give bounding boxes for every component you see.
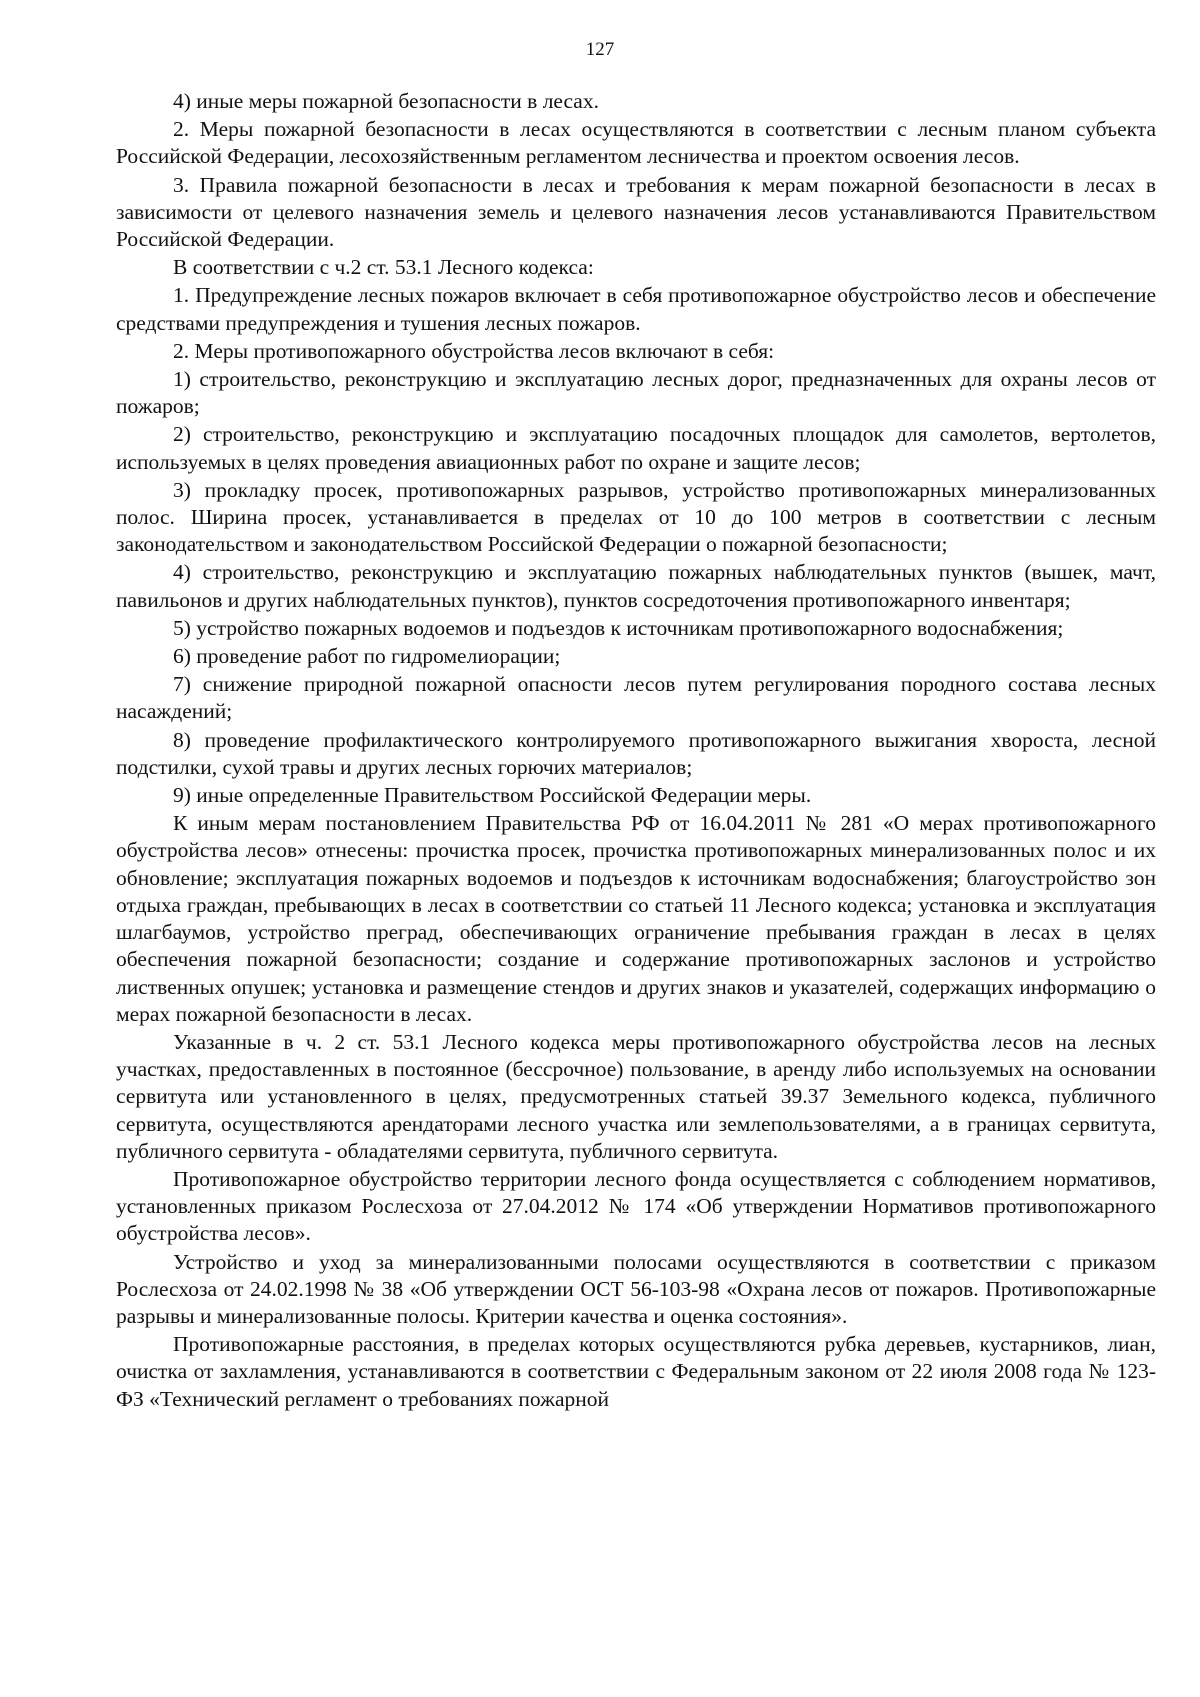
paragraph: Противопожарные расстояния, в пределах которых осуществляются рубка деревьев, кустарников, лиан, очистка от захламления, устанавливаются в соответствии с Федеральным законом от 22 июля 2008 года № 123-ФЗ «Технический регламент о требованиях пожарной bbox=[116, 1332, 1156, 1411]
paragraph: 2. Меры противопожарного обустройства лесов включают в себя: bbox=[173, 338, 775, 363]
paragraph: В соответствии с ч.2 ст. 53.1 Лесного кодекса: bbox=[173, 255, 594, 280]
paragraph: 1) строительство, реконструкцию и эксплуатацию лесных дорог, предназначенных для охраны лесов от пожаров; bbox=[116, 367, 1156, 419]
paragraph: 2. Меры пожарной безопасности в лесах осуществляются в соответствии с лесным планом субъекта Российской Федерации, лесохозяйственным регламентом лесничества и проектом освоения лесов. bbox=[116, 117, 1156, 169]
paragraph: Указанные в ч. 2 ст. 53.1 Лесного кодекса меры противопожарного обустройства лесов на лесных участках, предоставленных в постоянное (бессрочное) пользование, в аренду либо используемых на основании сервитута или установленного в целях, предусмотренных статьей 39.37 Земельного кодекса, публичного сервитута, осуществляются арендаторами лесного участка или землепользователями, а в границах сервитута, публичного сервитута - обладателями сервитута, публичного сервитута. bbox=[116, 1029, 1156, 1163]
paragraph: 4) иные меры пожарной безопасности в лесах. bbox=[173, 89, 599, 113]
paragraph: 2) строительство, реконструкцию и эксплуатацию посадочных площадок для самолетов, вертолетов, используемых в целях проведения авиационных работ по охране и защите лесов; bbox=[116, 422, 1156, 474]
paragraph: 8) проведение профилактического контролируемого противопожарного выжигания хвороста, лесной подстилки, сухой травы и других лесных горючих материалов; bbox=[116, 727, 1156, 779]
paragraph: 3) прокладку просек, противопожарных разрывов, устройство противопожарных минерализованных полос. Ширина просек, устанавливается в пределах от 10 до 100 метров в соответствии с лесным законодательством и законодательством Российской Федерации о пожарной безопасности; bbox=[116, 477, 1156, 557]
paragraph: 7) снижение природной пожарной опасности лесов путем регулирования породного состава лесных насаждений; bbox=[116, 672, 1156, 724]
paragraph: К иным мерам постановлением Правительства РФ от 16.04.2011 № 281 «О мерах противопожарного обустройства лесов» отнесены: прочистка просек, прочистка противопожарных минерализованных полос и их обновление; эксплуатация пожарных водоемов и подъездов к источникам водоснабжения; благоустройство зон отдыха граждан, пребывающих в лесах в соответствии со статьей 11 Лесного кодекса; установка и эксплуатация шлагбаумов, устройство преград, обеспечивающих ограничение пребывания граждан в лесах в целях обеспечения пожарной безопасности; создание и содержание противопожарных заслонов и устройство лиственных опушек; установка и размещение стендов и других знаков и указателей, содержащих информацию о мерах пожарной безопасности в лесах. bbox=[116, 811, 1156, 1026]
document-body bbox=[116, 88, 1156, 1414]
paragraph: 9) иные определенные Правительством Российской Федерации меры. bbox=[173, 783, 812, 808]
paragraph: Устройство и уход за минерализованными полосами осуществляются в соответствии с приказом Рослесхоза от 24.02.1998 № 38 «Об утверждении ОСТ 56-103-98 «Охрана лесов от пожаров. Противопожарные разрывы и минерализованные полосы. Критерии качества и оценка состояния». bbox=[116, 1249, 1156, 1328]
paragraph: 6) проведение работ по гидромелиорации; bbox=[173, 644, 561, 669]
paragraph: Противопожарное обустройство территории лесного фонда осуществляется с соблюдением нормативов, установленных приказом Рослесхоза от 27.04.2012 № 174 «Об утверждении Нормативов противопожарного обустройства лесов». bbox=[116, 1166, 1156, 1246]
paragraph: 5) устройство пожарных водоемов и подъездов к источникам противопожарного водоснабжения; bbox=[173, 615, 1064, 640]
paragraph: 1. Предупреждение лесных пожаров включает в себя противопожарное обустройство лесов и обеспечение средствами предупреждения и тушения лесных пожаров. bbox=[116, 283, 1156, 335]
paragraph: 4) строительство, реконструкцию и эксплуатацию пожарных наблюдательных пунктов (вышек, мачт, павильонов и других наблюдательных пунктов), пунктов сосредоточения противопожарного инвентаря; bbox=[116, 560, 1156, 612]
paragraph: 3. Правила пожарной безопасности в лесах и требования к мерам пожарной безопасности в лесах в зависимости от целевого назначения земель и целевого назначения лесов устанавливаются Правительством Российской Федерации. bbox=[116, 172, 1156, 252]
page-number: 127 bbox=[585, 39, 615, 60]
